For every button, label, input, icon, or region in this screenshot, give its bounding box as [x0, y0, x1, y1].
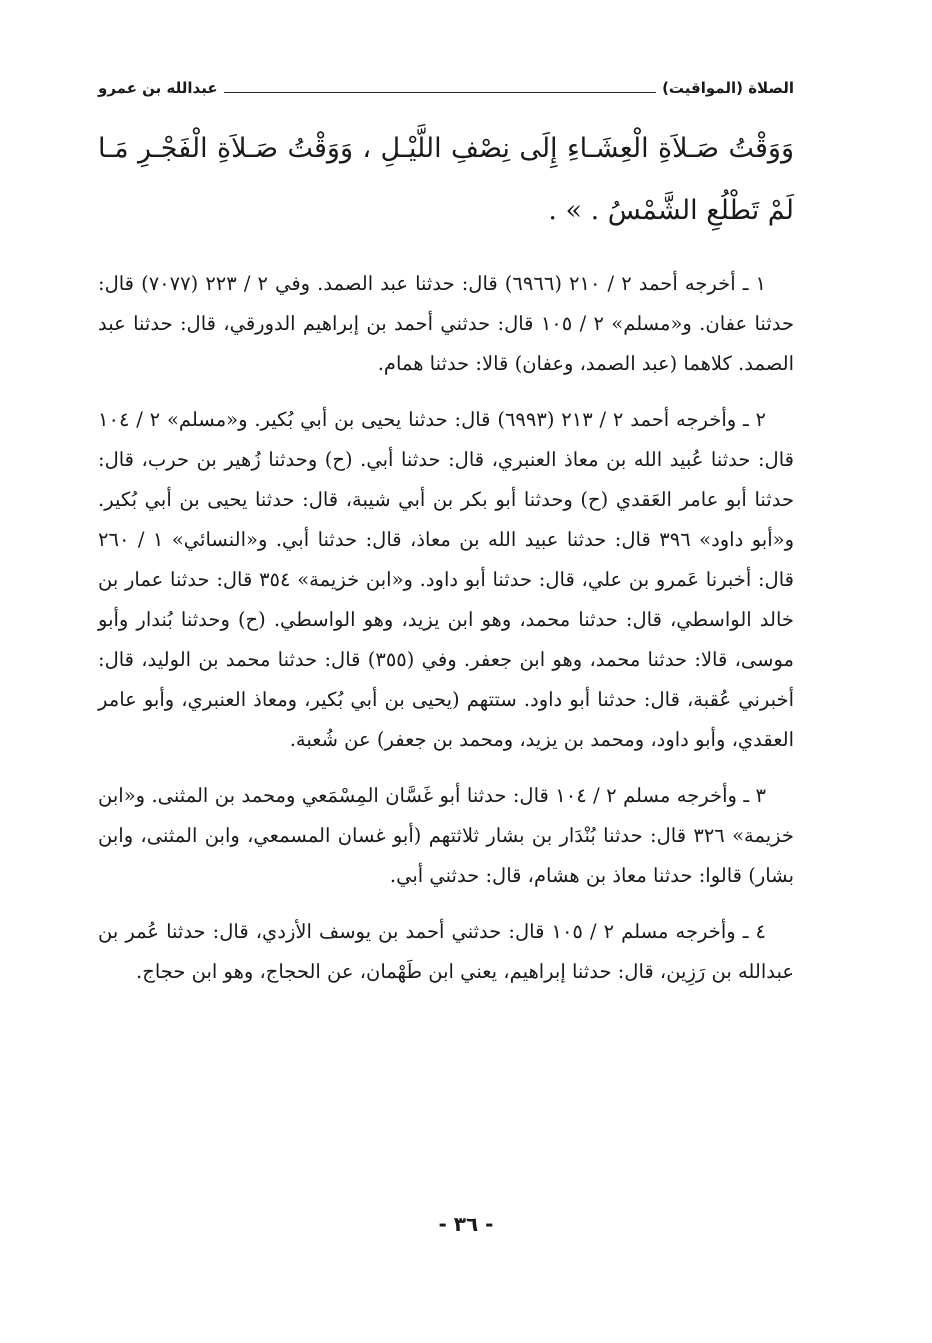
takhrij-paragraph-3: ٣ ـ وأخرجه مسلم ٢ / ١٠٤ قال: حدثنا أبو غَسَّان المِسْمَعي ومحمد بن المثنى. و«ابن خزيمة» ٣٢٦ قال: حدثنا بُنْدَار بن بشار ثلاثتهم (أبو غسان المسمعي، وابن المثنى، وابن بشار) قالوا: حدثنا معاذ بن هشام، قال: حدثني أبي.	[98, 784, 794, 887]
chapter-title: الصلاة (المواقيت)	[662, 79, 794, 97]
hadith-quote: وَوَقْتُ صَـلاَةِ الْعِشَـاءِ إِلَى نِصْفِ اللَّيْـلِ ، وَوَقْتُ صَـلاَةِ الْفَجْـرِ مَـا لَمْ تَطْلُعِ الشَّمْسُ . » .	[98, 133, 794, 226]
header-rule	[224, 92, 657, 93]
takhrij-paragraph-2: ٢ ـ وأخرجه أحمد ٢ / ٢١٣ (٦٩٩٣) قال: حدثنا يحيى بن أبي بُكير. و«مسلم» ٢ / ١٠٤ قال: حدثنا عُبيد الله بن معاذ العنبري، قال: حدثنا أبي. (ح) وحدثنا زُهير بن حرب، قال: حدثنا أبو عامر العَقدي (ح) وحدثنا أبو بكر بن أبي شيبة، قال: حدثنا يحيى بن أبي بُكير. و«أبو داود» ٣٩٦ قال: حدثنا عبيد الله بن معاذ، قال: حدثنا أبي. و«النسائي» ١ / ٢٦٠ قال: أخبرنا عَمرو بن علي، قال: حدثنا أبو داود. و«ابن خزيمة» ٣٥٤ قال: حدثنا عمار بن خالد الواسطي، قال: حدثنا محمد، وهو ابن يزيد، وهو الواسطي. (ح) وحدثنا بُندار وأبو موسى، قالا: حدثنا محمد، وهو ابن جعفر. وفي (٣٥٥) قال: حدثنا محمد بن الوليد، قال: أخبرني عُقبة، قال: حدثنا أبو داود. ستتهم (يحيى بن أبي بُكير، ومعاذ العنبري، وأبو عامر العقدي، وأبو داود، ومحمد بن يزيد، ومحمد بن جعفر) عن شُعبة.	[98, 408, 794, 751]
body-text	[98, 118, 794, 1008]
takhrij-paragraph-1: ١ ـ أخرجه أحمد ٢ / ٢١٠ (٦٩٦٦) قال: حدثنا عبد الصمد. وفي ٢ / ٢٢٣ (٧٠٧٧) قال: حدثنا عفان. و«مسلم» ٢ / ١٠٥ قال: حدثني أحمد بن إبراهيم الدورقي، قال: حدثنا عبد الصمد. كلاهما (عبد الصمد، وعفان) قالا: حدثنا همام.	[98, 272, 795, 375]
running-header	[98, 74, 794, 102]
author-name: عبدالله بن عمرو	[98, 79, 218, 97]
page-number: - ٣٦ -	[438, 1212, 494, 1236]
takhrij-paragraph-4: ٤ ـ وأخرجه مسلم ٢ / ١٠٥ قال: حدثني أحمد بن يوسف الأزدي، قال: حدثنا عُمر بن عبدالله بن رَزِين، قال: حدثنا إبراهيم، يعني ابن طَهْمان، عن الحجاج، وهو ابن حجاج.	[98, 920, 794, 983]
